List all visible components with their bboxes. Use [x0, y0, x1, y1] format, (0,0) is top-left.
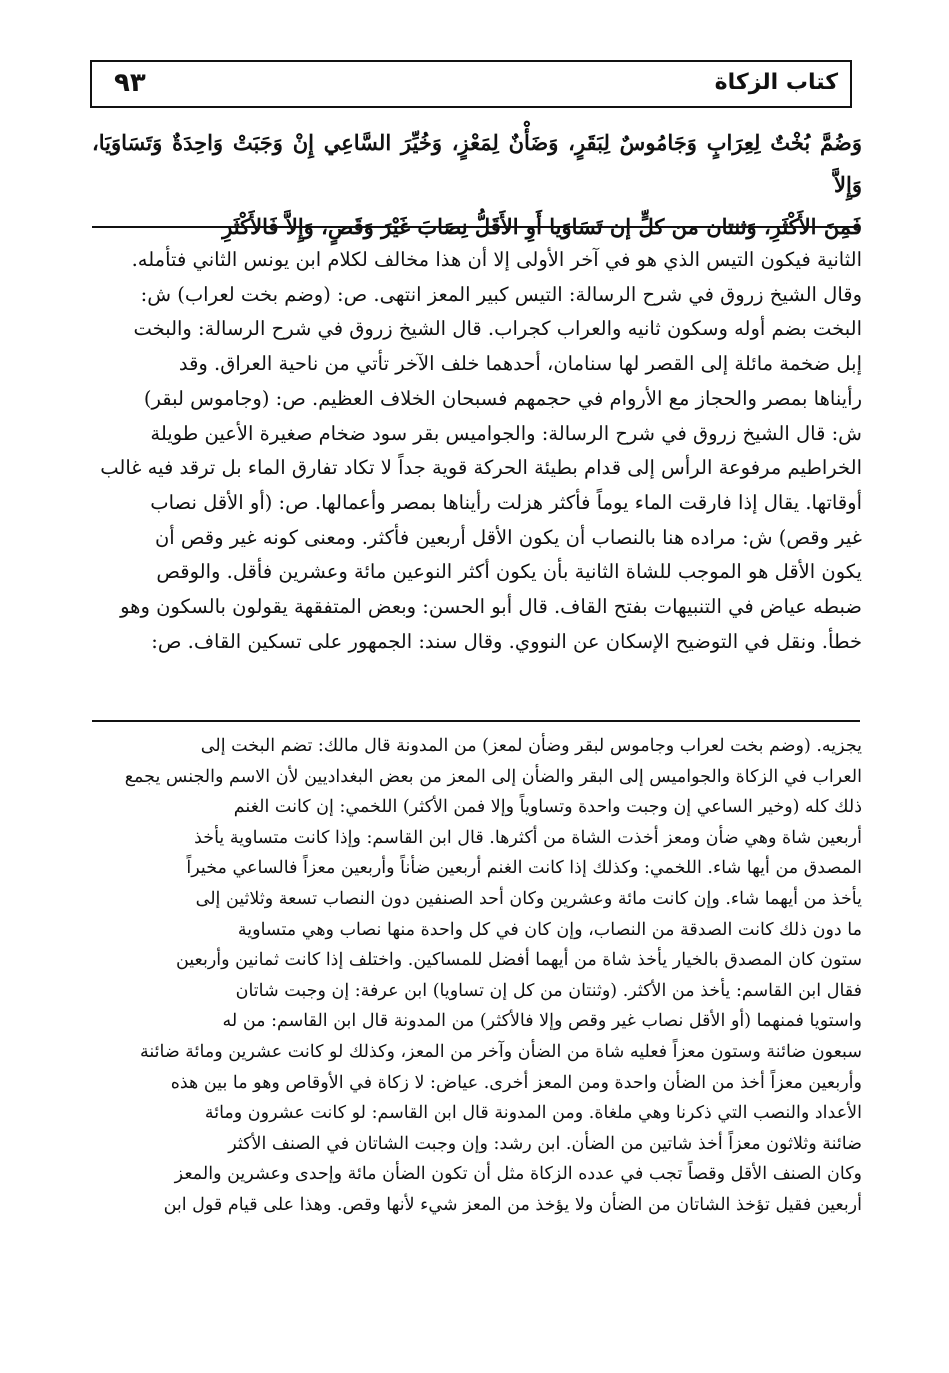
sharh-line: يكون الأقل هو الموجب للشاة الثانية بأن يكون أكثر النوعين مائة وعشرين فأقل. والوقص: [156, 560, 862, 584]
book-title: كتاب الزكاة: [714, 70, 838, 95]
hashiya-line: فقال ابن القاسم: يأخذ من الأكثر. (وثنتان من كل إن تساويا) ابن عرفة: إن وجبت شاتان: [235, 980, 862, 1001]
sharh-line: ش: قال الشيخ زروق في شرح الرسالة: والجواميس بقر سود ضخام صغيرة الأعين طويلة: [150, 421, 862, 445]
hashiya-line: وكان الصنف الأقل وقصاً تجب في عدده الزكاة مثل أن تكون الضأن مائة وإحدى وعشرين والمعز: [174, 1164, 862, 1185]
sharh-line: الخراطيم مرفوعة الرأس إلى قدام بطيئة الحركة قوية جداً لا تكاد تفارق الماء بل ترقد فيه غالب: [100, 456, 862, 480]
sharh-line: ضبطه عياض في التنبيهات بفتح القاف. قال أبو الحسن: وبعض المتفقهة يقولون بالسكون وهو: [120, 595, 862, 619]
sharh-line: الثانية فيكون التيس الذي هو في آخر الأولى إلا أن هذا مخالف لكلام ابن يونس الثاني فتأمله.: [131, 248, 862, 271]
hashiya-line: العراب في الزكاة والجواميس إلى البقر والضأن إلى المعز من بعض البغداديين لأن الاسم والجنس يجمع: [124, 766, 862, 787]
sharh-line: خطأ. ونقل في التوضيح الإسكان عن النووي. وقال سند: الجمهور على تسكين القاف. ص:: [151, 629, 862, 653]
hashiya-line: الأعداد والنصب التي ذكرنا وهي ملغاة. ومن المدونة قال ابن القاسم: لو كانت عشرون ومائة: [204, 1103, 862, 1124]
sharh-line: أوقاتها. يقال إذا فارقت الماء يوماً فأكثر هزلت رأيناها بمصر وأعمالها. ص: (أو الأقل نصاب: [150, 490, 862, 514]
sharh-line: إبل ضخمة مائلة إلى القصر لها سنامان، أحدهما خلف الآخر تأتي من ناحية العراق. وقد: [178, 352, 862, 376]
hashiya-line: ستون كان المصدق بالخيار يأخذ شاة من أيهما أفضل للمساكين. واختلف إذا كانت ثمانين وأربعين: [175, 950, 862, 971]
matn-text: [92, 122, 862, 248]
hashiya-line: وأربعين معزاً أخذ من الضأن واحدة ومن المعز أخرى. عياض: لا زكاة في الأوقاص وهو ما بين هذه: [170, 1072, 862, 1093]
page-number: ٩٣: [114, 68, 146, 98]
hashiya-line: ما دون ذلك كانت الصدقة من النصاب، وإن كان في كل واحدة منها نصاب وهي متساوية: [237, 919, 862, 940]
sharh-line: وقال الشيخ زروق في شرح الرسالة: التيس كبير المعز انتهى. ص: (وضم بخت لعراب) ش:: [140, 282, 862, 306]
section-divider: [92, 226, 860, 228]
hashiya-line: ضائنة وثلاثون معزاً أخذ شاتين من الضأن. ابن رشد: وإن وجبت الشاتان في الصنف الأكثر: [228, 1133, 862, 1154]
hashiya-line: سبعون ضائنة وستون معزاً فعليه شاة من الضأن وآخر من المعز، وكذلك لو كانت عشرين ومائة ضائنة: [139, 1041, 862, 1062]
hashiya-line: واستويا فمنهما (أو الأقل نصاب غير وقص وإلا فالأكثر) من المدونة قال ابن القاسم: من له: [222, 1011, 862, 1032]
hashiya-line: أربعين شاة وهي ضأن ومعز أخذت الشاة من أكثرها. قال ابن القاسم: وإذا كانت متساوية يأخذ: [194, 827, 862, 848]
hashiya-line: المصدق من أيها شاء. اللخمي: وكذلك إذا كانت الغنم أربعين ضأناً وأربعين معزاً فالساعي مخيراً: [186, 858, 862, 879]
hashiya-line: ذلك كله (وخير الساعي إن وجبت واحدة وتساوياً وإلا فمن الأكثر) اللخمي: إن كانت الغنم: [233, 797, 862, 818]
hashiya-line: يجزيه. (وضم بخت لعراب وجاموس لبقر وضأن لمعز) من المدونة قال مالك: تضم البخت إلى: [200, 736, 862, 756]
page-header: [90, 60, 852, 108]
hashiya-line: يأخذ من أيهما شاء. وإن كانت مائة وعشرين وكان أحد الصنفين دون النصاب تسعة وثلاثين إلى: [195, 888, 862, 909]
sharh-line: غير وقص) ش: مراده هنا بالنصاب أن يكون الأقل أربعين فأكثر. ومعنى كونه غير وقص أن: [154, 525, 862, 549]
hashiya-text: [92, 731, 862, 1221]
matn-line: فَمِنَ الأَكْثَرِ، وَثنتان من كلٍّ إن تَسَاوَيا أَوِ الأَقَلُّ نِصَابَ غَيْرَ وَقَصٍ، وَإِلاَّ فَالأَكْثَرِ: [222, 214, 862, 239]
matn-line: وَضُمَّ بُخْتٌ لِعِرَابٍ وَجَامُوسٌ لِبَقَرٍ، وَضَأْنٌ لِمَعْزٍ، وَخُيِّرَ السَّاعِي إِنْ وَجَبَتْ وَاحِدَةٌ وَتَسَاوَيَا، وَإِلاَّ: [92, 130, 862, 197]
hashiya-line: أربعين فقيل تؤخذ الشاتان من الضأن ولا يؤخذ من المعز شيء لأنها وقص. وهذا على قيام قول ابن: [163, 1194, 862, 1215]
sharh-text: [92, 243, 862, 659]
section-divider: [92, 720, 860, 722]
sharh-line: البخت بضم أوله وسكون ثانيه والعراب كجراب. قال الشيخ زروق في شرح الرسالة: والبخت: [133, 317, 862, 341]
sharh-line: رأيناها بمصر والحجاز مع الأروام في حجمهم فسبحان الخلاف العظيم. ص: (وجاموس لبقر): [143, 386, 862, 410]
